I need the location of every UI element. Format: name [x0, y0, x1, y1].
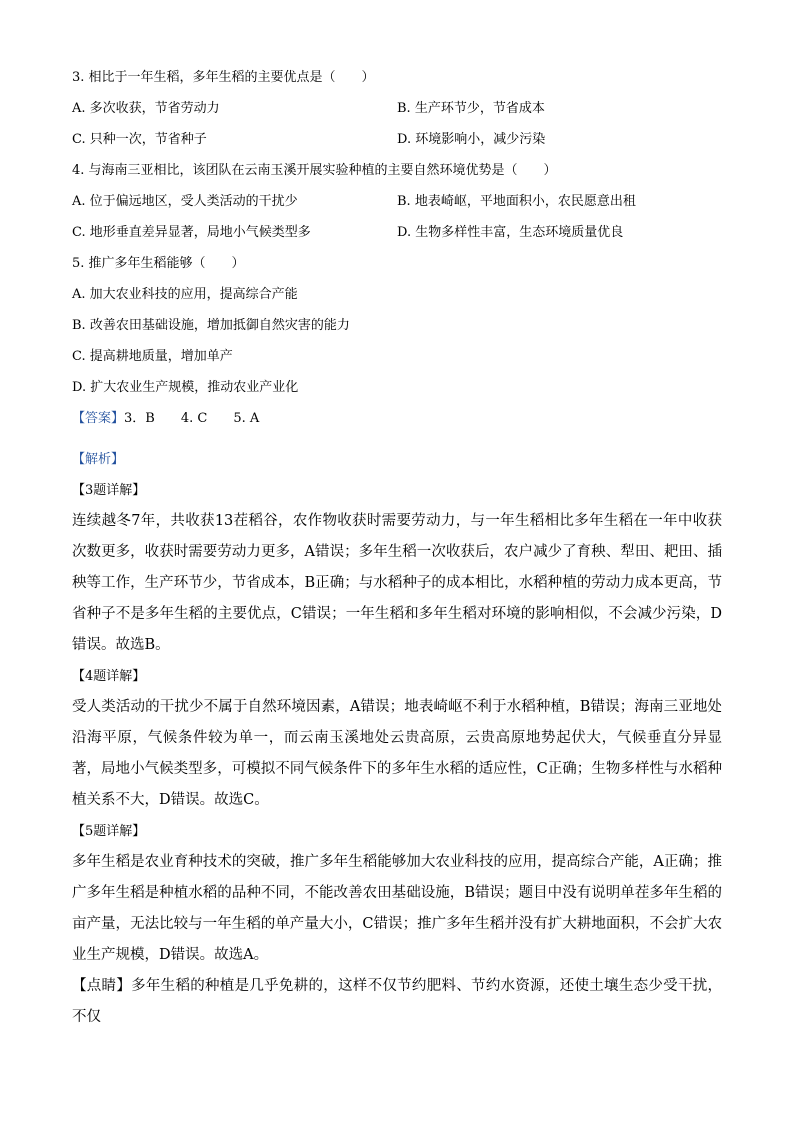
q3-detail-text: 连续越冬7年，共收获13茬稻谷，农作物收获时需要劳动力，与一年生稻相比多年生稻在一年中收获次数更多，收获时需要劳动力更多，A错误；多年生稻一次收获后，农户减少了育秧、犁田、耙田、插秧等工作，生产环节少，节省成本，B正确；与水稻种子的成本相比，水稻种植的劳动力成本更高，节省种子不是多年生稻的主要优点，C错误；一年生稻和多年生稻对环境的影响相似，不会减少污染，D错误。故选B。: [72, 513, 722, 653]
question-3-option-c: C. 只种一次，节省种子: [72, 132, 207, 147]
answer-tag: 【答案】: [72, 411, 125, 426]
note-paragraph: [72, 971, 722, 1033]
question-5-option-d: D. 扩大农业生产规模，推动农业产业化: [72, 380, 299, 395]
note-text: 多年生稻的种植是几乎免耕的，这样不仅节约肥料、节约水资源，还使土壤生态少受干扰，不仅: [72, 978, 723, 1025]
analysis-tag: 【解析】: [72, 452, 125, 467]
question-4-options-row-2: [72, 217, 722, 248]
question-3-options-row-2: [72, 124, 722, 155]
q5-detail-text: 多年生稻是农业育种技术的突破，推广多年生稻能够加大农业科技的应用，提高综合产能，A正确；推广多年生稻是种植水稻的品种不同，不能改善农田基础设施，B错误；题目中没有说明单茬多年生稻的亩产量，无法比较与一年生稻的单产量大小，C错误；推广多年生稻并没有扩大耕地面积，不会扩大农业生产规模，D错误。故选A。: [72, 854, 722, 963]
question-4-stem: 4. 与海南三亚相比，该团队在云南玉溪开展实验种植的主要自然环境优势是（ ）: [72, 163, 557, 178]
question-5-stem: 5. 推广多年生稻能够（ ）: [72, 256, 245, 271]
question-4-options-row-1: [72, 186, 722, 217]
question-5-option-a: A. 加大农业科技的应用，提高综合产能: [72, 287, 298, 302]
q4-detail-title: 【4题详解】: [72, 669, 146, 684]
answer-text: 3．B 4. C 5. A: [124, 411, 260, 426]
q5-detail-title: 【5题详解】: [72, 824, 146, 839]
question-4-option-c: C. 地形垂直差异显著，局地小气候类型多: [72, 225, 311, 240]
note-tag: 【点睛】: [72, 978, 132, 994]
question-5-option-c: C. 提高耕地质量，增加单产: [72, 349, 233, 364]
q3-detail-title: 【3题详解】: [72, 483, 146, 498]
question-4-option-b: B. 地表崎岖，平地面积小，农民愿意出租: [397, 194, 636, 209]
question-4-option-d: D. 生物多样性丰富，生态环境质量优良: [397, 225, 624, 240]
document-page: [72, 62, 722, 1033]
question-3-option-b: B. 生产环节少，节省成本: [397, 101, 545, 116]
question-3-option-d: D. 环境影响小，减少污染: [397, 132, 546, 147]
question-3-options-row-1: [72, 93, 722, 124]
q4-detail-text: 受人类活动的干扰少不属于自然环境因素，A错误；地表崎岖不利于水稻种植，B错误；海南三亚地处沿海平原，气候条件较为单一，而云南玉溪地处云贵高原，云贵高原地势起伏大，气候垂直分异显著，局地小气候类型多，可模拟不同气候条件下的多年生水稻的适应性，C正确；生物多样性与水稻种植关系不大，D错误。故选C。: [72, 699, 722, 808]
answer-line: [72, 403, 722, 434]
question-3-stem: 3. 相比于一年生稻，多年生稻的主要优点是（ ）: [72, 70, 375, 85]
question-4-option-a: A. 位于偏远地区，受人类活动的干扰少: [72, 194, 298, 209]
question-3-option-a: A. 多次收获，节省劳动力: [72, 101, 220, 116]
question-5-option-b: B. 改善农田基础设施，增加抵御自然灾害的能力: [72, 318, 350, 333]
